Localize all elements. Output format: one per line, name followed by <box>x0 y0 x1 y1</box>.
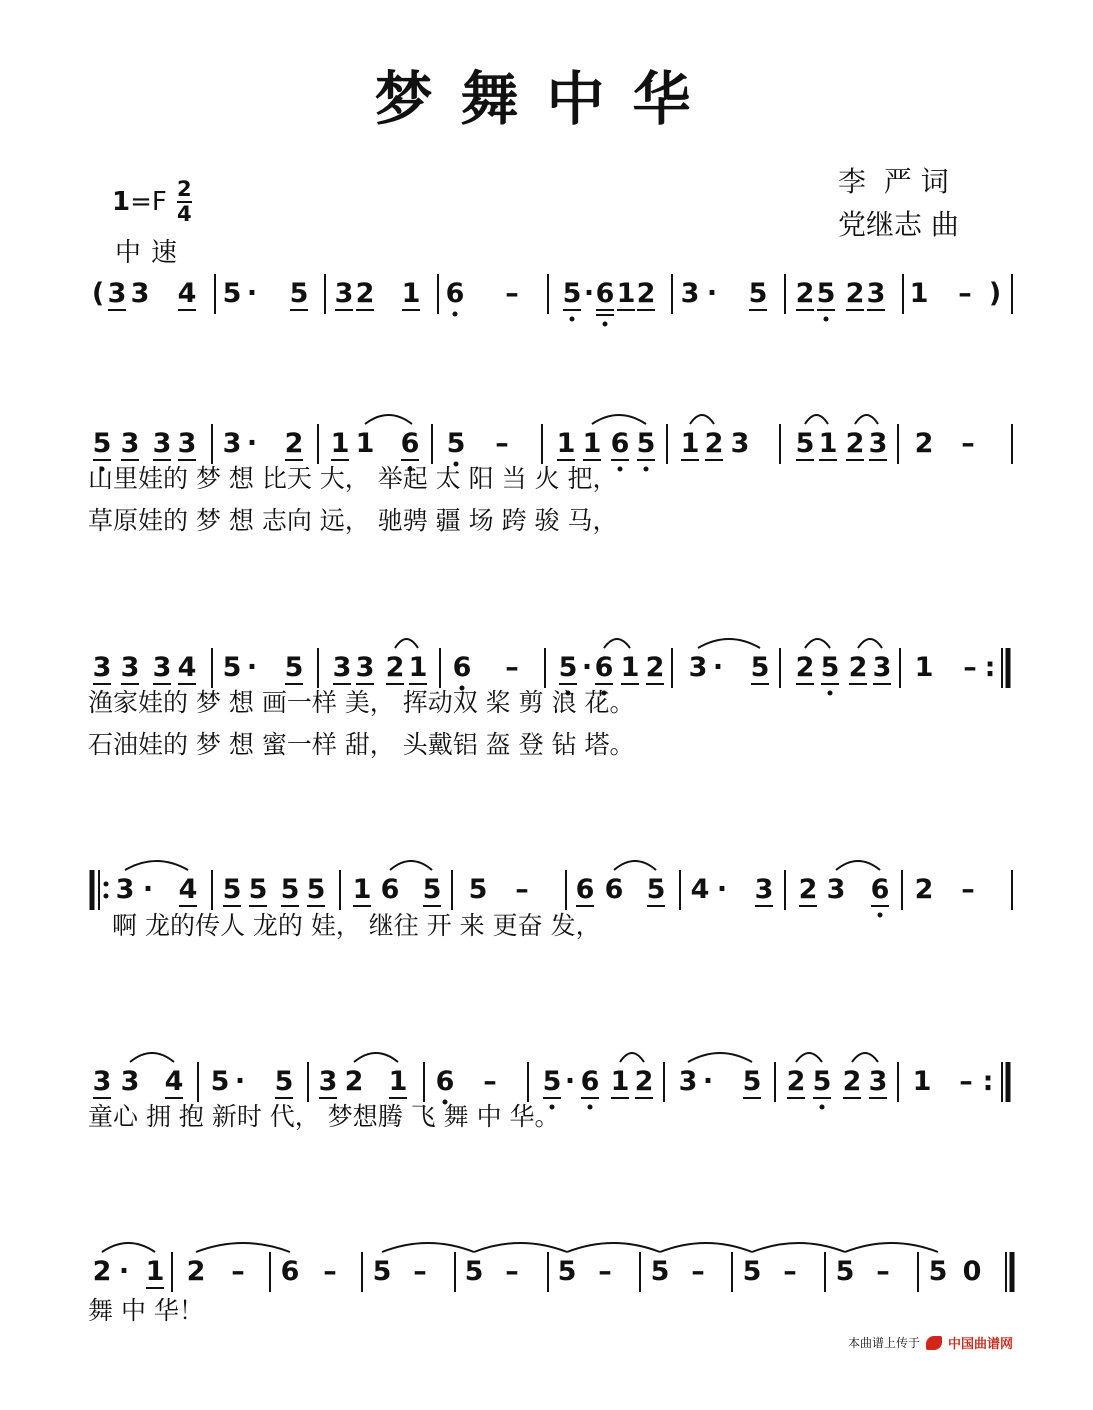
note: 2 <box>842 1066 862 1097</box>
note: 2 <box>636 278 656 309</box>
note: 4 <box>690 874 710 905</box>
note: 5 <box>542 1066 562 1097</box>
note: 3 <box>868 428 888 459</box>
time-bottom: 4 <box>177 202 192 226</box>
slur <box>852 1053 878 1062</box>
note: – <box>505 652 519 683</box>
note: 6 <box>452 652 472 683</box>
note: · <box>234 1066 246 1097</box>
note: 5 <box>222 874 242 905</box>
note: 6 <box>604 874 624 905</box>
time-top: 2 <box>177 177 192 201</box>
note: 6 <box>580 1066 600 1097</box>
note: 3 <box>754 874 774 905</box>
note: 2 <box>385 652 405 683</box>
note: – <box>783 1256 797 1287</box>
note: 5 <box>650 1256 670 1287</box>
note: · <box>702 1066 714 1097</box>
key-tonic: 1 <box>112 187 131 217</box>
note: – <box>958 278 972 309</box>
slur <box>805 639 830 648</box>
note: 3 <box>678 1066 698 1097</box>
note: 5 <box>636 428 656 459</box>
note: – <box>323 1256 337 1287</box>
note: – <box>961 428 975 459</box>
note: 1 <box>620 652 640 683</box>
note: 3 <box>92 1066 112 1097</box>
lyric-line: 山里娃的 梦 想 比天 大， 举起 太 阳 当 火 把， <box>88 464 618 493</box>
watermark-text: 本曲谱上传于 <box>848 1336 921 1350</box>
slur <box>698 639 760 648</box>
note: · <box>118 1256 130 1287</box>
note: 5 <box>558 652 578 683</box>
slur <box>805 415 828 424</box>
note: – <box>598 1256 612 1287</box>
slur <box>125 861 188 870</box>
note: 6 <box>610 428 630 459</box>
note: 5 <box>748 278 768 309</box>
note: 3 <box>152 428 172 459</box>
slur <box>196 1243 290 1252</box>
note: 2 <box>914 874 934 905</box>
note: 2 <box>845 428 865 459</box>
note: 2 <box>344 1066 364 1097</box>
note: 1 <box>330 428 350 459</box>
note: 3 <box>120 652 140 683</box>
slur <box>620 1053 644 1062</box>
note: – <box>505 278 519 309</box>
lyric-line: 童心 拥 抱 新时 代， 梦想腾 飞 舞 中 华。 <box>88 1102 560 1131</box>
note: · <box>246 428 258 459</box>
note: 3 <box>680 278 700 309</box>
note: – <box>961 874 975 905</box>
song-title: 梦舞中华 <box>374 65 719 133</box>
note: 5 <box>248 874 268 905</box>
lyric-line: 舞 中 华！ <box>88 1296 204 1325</box>
note: 3 <box>355 652 375 683</box>
slur <box>474 1243 567 1252</box>
note: 2 <box>798 874 818 905</box>
note: · <box>716 874 728 905</box>
low-octave-dot <box>588 1105 593 1110</box>
note: 0 <box>962 1256 982 1287</box>
note: 1 <box>680 428 700 459</box>
note: 3 <box>872 652 892 683</box>
note: – <box>691 1256 705 1287</box>
note: 5 <box>92 428 112 459</box>
slur <box>796 1053 822 1062</box>
note: 6 <box>380 874 400 905</box>
low-octave-dot <box>878 913 883 918</box>
slur <box>614 861 656 870</box>
note: ( <box>91 278 105 309</box>
note: 6 <box>400 428 420 459</box>
note: 5 <box>468 874 488 905</box>
note: 2 <box>914 428 934 459</box>
note: 5 <box>928 1256 948 1287</box>
note: – <box>515 874 529 905</box>
note: 3 <box>318 1066 338 1097</box>
note: 5 <box>742 1256 762 1287</box>
note: – <box>876 1256 890 1287</box>
site-logo-icon <box>926 1336 942 1350</box>
note: 3 <box>115 874 135 905</box>
note: 1 <box>145 1256 165 1287</box>
low-octave-dot <box>453 312 458 317</box>
note: – <box>963 652 977 683</box>
note: 5 <box>210 1066 230 1097</box>
note: 1 <box>352 874 372 905</box>
watermark-brand: 中国曲谱网 <box>948 1337 1014 1352</box>
note: 3 <box>92 652 112 683</box>
note: 3 <box>120 428 140 459</box>
note: 5 <box>289 278 309 309</box>
note: 5 <box>795 428 815 459</box>
slur <box>688 1053 752 1062</box>
note: 2 <box>284 428 304 459</box>
note: · <box>246 278 258 309</box>
note: 2 <box>186 1256 206 1287</box>
note: 1 <box>818 428 838 459</box>
note: 3 <box>334 278 354 309</box>
note: 5 <box>557 1256 577 1287</box>
note: 1 <box>355 428 375 459</box>
note: 1 <box>388 1066 408 1097</box>
note: · <box>564 1066 576 1097</box>
note: 5 <box>446 428 466 459</box>
note: 3 <box>332 652 352 683</box>
note: 3 <box>177 428 197 459</box>
slur <box>592 415 646 424</box>
note: 2 <box>704 428 724 459</box>
note: 3 <box>826 874 846 905</box>
note: 1 <box>401 278 421 309</box>
note: 2 <box>795 652 815 683</box>
note: 5 <box>222 278 242 309</box>
note: 3 <box>868 1066 888 1097</box>
note: 5 <box>274 1066 294 1097</box>
note: 1 <box>914 652 934 683</box>
note: 6 <box>595 278 615 309</box>
note: – <box>495 428 509 459</box>
note: 5 <box>222 652 242 683</box>
note: 2 <box>786 1066 806 1097</box>
note: 5 <box>562 278 582 309</box>
note: 6 <box>594 652 614 683</box>
note: 6 <box>575 874 595 905</box>
note: 5 <box>284 652 304 683</box>
low-octave-dot <box>644 467 649 472</box>
note: 3 <box>866 278 886 309</box>
note: 2 <box>645 652 665 683</box>
note: 5 <box>835 1256 855 1287</box>
note: : <box>982 1066 994 1097</box>
slur <box>836 861 880 870</box>
note: 1 <box>582 428 602 459</box>
low-octave-dot <box>820 1105 825 1110</box>
slur <box>858 639 882 648</box>
slur <box>354 1053 398 1062</box>
note: 1 <box>556 428 576 459</box>
slur <box>102 1243 155 1252</box>
slur <box>395 639 418 648</box>
note: 5 <box>750 652 770 683</box>
note: 1 <box>610 1066 630 1097</box>
note: 5 <box>306 874 326 905</box>
note: – <box>959 1066 973 1097</box>
note: 6 <box>445 278 465 309</box>
low-octave-dot <box>828 691 833 696</box>
note: · <box>142 874 154 905</box>
note: 1 <box>909 278 929 309</box>
note: 5 <box>646 874 666 905</box>
composer-credit: 党继志 曲 <box>838 208 959 241</box>
note: ) <box>988 278 1002 309</box>
note: 6 <box>280 1256 300 1287</box>
note: 3 <box>130 278 150 309</box>
lyric-line: 石油娃的 梦 想 蜜一样 甜， 头戴铝 盔 登 钻 塔。 <box>88 730 635 759</box>
slur <box>690 415 714 424</box>
note: 5 <box>742 1066 762 1097</box>
note: 1 <box>912 1066 932 1097</box>
lyricist-credit: 李 严 词 <box>838 165 949 198</box>
note: · <box>706 278 718 309</box>
slur <box>855 415 878 424</box>
note: 1 <box>616 278 636 309</box>
note: – <box>231 1256 245 1287</box>
slur <box>390 861 432 870</box>
low-octave-dot <box>618 467 623 472</box>
note: 2 <box>355 278 375 309</box>
note: 6 <box>435 1066 455 1097</box>
watermark <box>848 1333 1013 1352</box>
note: 3 <box>222 428 242 459</box>
note: 6 <box>870 874 890 905</box>
note: 3 <box>152 652 172 683</box>
slur <box>660 1243 752 1252</box>
low-octave-dot <box>603 322 608 327</box>
note: 5 <box>464 1256 484 1287</box>
note: 5 <box>812 1066 832 1097</box>
note: 4 <box>178 874 198 905</box>
slur <box>130 1053 174 1062</box>
repeat-dot <box>104 882 109 887</box>
note: 5 <box>372 1256 392 1287</box>
note: 3 <box>120 1066 140 1097</box>
note: 2 <box>848 652 868 683</box>
low-octave-dot <box>824 317 829 322</box>
note: – <box>483 1066 497 1097</box>
note: 4 <box>177 652 197 683</box>
lyric-line: 渔家娃的 梦 想 画一样 美， 挥动双 桨 剪 浪 花。 <box>88 688 635 717</box>
note: 3 <box>107 278 127 309</box>
slur <box>604 639 630 648</box>
note: : <box>984 652 996 683</box>
lyric-line: 啊 龙的传人 龙的 娃， 继往 开 来 更奋 发， <box>112 911 601 940</box>
lyric-line: 草原娃的 梦 想 志向 远， 驰骋 疆 场 跨 骏 马， <box>88 506 618 535</box>
note: · <box>712 652 724 683</box>
repeat-dot <box>104 894 109 899</box>
slur <box>752 1243 845 1252</box>
note: 2 <box>845 278 865 309</box>
note: – <box>413 1256 427 1287</box>
note: – <box>505 1256 519 1287</box>
note: · <box>581 652 593 683</box>
note: · <box>583 278 595 309</box>
note: 3 <box>688 652 708 683</box>
note: 5 <box>280 874 300 905</box>
note: · <box>246 652 258 683</box>
low-octave-dot <box>570 317 575 322</box>
key-name: =F <box>130 187 167 217</box>
slur <box>382 1243 474 1252</box>
note: 4 <box>164 1066 184 1097</box>
note: 5 <box>422 874 442 905</box>
note: 2 <box>634 1066 654 1097</box>
note: 5 <box>820 652 840 683</box>
tempo-marking: 中速 <box>115 238 188 268</box>
note: 5 <box>816 278 836 309</box>
slur <box>845 1243 938 1252</box>
note: 4 <box>177 278 197 309</box>
note: 2 <box>795 278 815 309</box>
slur <box>567 1243 660 1252</box>
note: 1 <box>408 652 428 683</box>
note: 2 <box>92 1256 112 1287</box>
note: 3 <box>730 428 750 459</box>
slur <box>365 415 412 424</box>
